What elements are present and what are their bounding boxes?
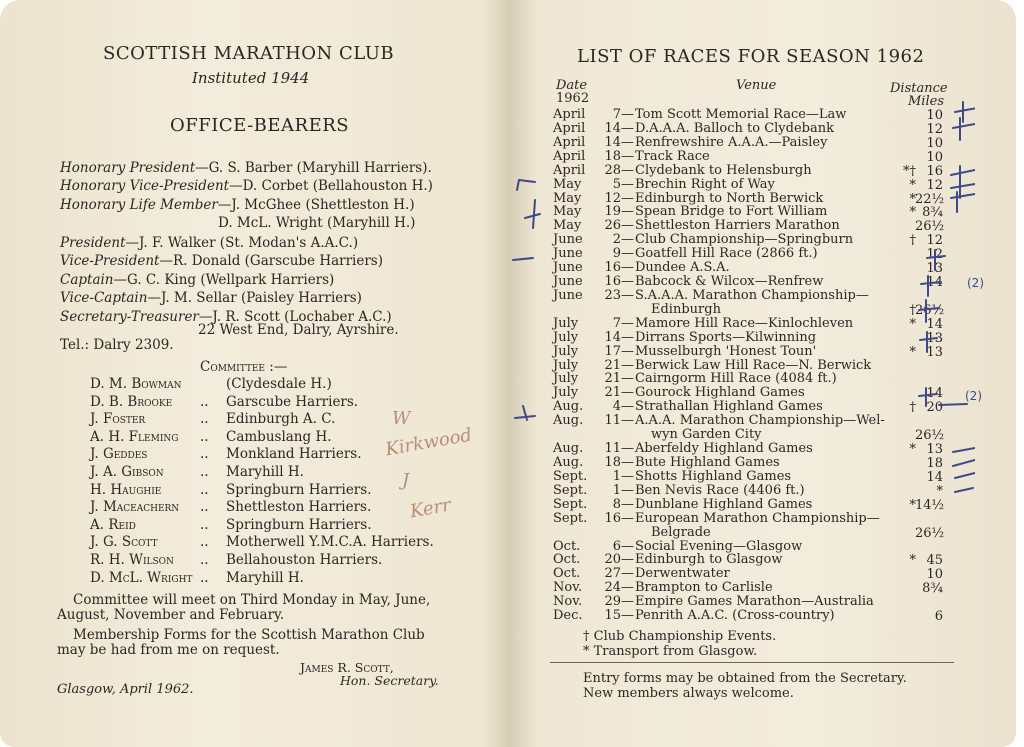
race-month: Aug. [553, 399, 584, 415]
race-month: Oct. [553, 566, 581, 582]
race-venue: Tom Scott Memorial Race—Law [635, 107, 847, 122]
race-dash: — [621, 566, 634, 582]
race-dash: — [621, 371, 634, 387]
race-mark: † [909, 233, 916, 249]
office-bearer-row [60, 197, 415, 213]
handwritten-note-j: J [402, 470, 410, 491]
role-dash: — [217, 197, 232, 213]
race-venue: Edinburgh [651, 301, 721, 317]
office-role: Secretary-Treasurer [60, 309, 199, 325]
race-month: Sept. [553, 496, 588, 512]
race-month: April [553, 120, 586, 136]
pencil-note-2-july: (2) [965, 389, 982, 403]
race-month: Sept. [553, 482, 588, 498]
office-role: Captain [60, 272, 114, 288]
committee-leader-dots: .. [200, 552, 209, 568]
race-mark: * [909, 553, 916, 569]
race-dash: — [621, 148, 634, 164]
committee-club: Garscube Harriers. [226, 393, 359, 410]
race-month: May [553, 218, 582, 234]
committee-club: Shettleston Harriers. [226, 499, 372, 516]
pencil-note-2-june: (2) [967, 276, 984, 290]
race-venue: Edinburgh to Glasgow [635, 552, 783, 568]
office-holder: G. S. Barber (Maryhill Harriers). [208, 160, 432, 176]
race-venue: Club Championship—Springburn [635, 232, 854, 248]
committee-leader-dots: .. [200, 569, 209, 586]
race-dash: — [621, 580, 634, 596]
race-month: Sept. [553, 468, 588, 484]
race-venue: Bute Highland Games [635, 455, 780, 470]
race-month: July [553, 315, 579, 331]
race-venue: Aberfeldy Highland Games [635, 441, 813, 457]
role-dash: — [147, 290, 161, 306]
race-venue: Empire Games Marathon—Australia [635, 594, 874, 610]
office-bearer-row [60, 178, 433, 194]
race-row [553, 567, 730, 581]
race-dash: — [621, 274, 634, 290]
committee-member: H. Haughie [90, 481, 162, 498]
race-day: 9 [612, 246, 621, 262]
office-holder: G. C. King (Wellpark Harriers) [127, 272, 335, 288]
race-day: 14 [604, 120, 621, 136]
race-month: June [553, 274, 583, 290]
race-distance: 6 [934, 609, 943, 625]
miles-column-header: Miles [908, 94, 944, 109]
race-day: 6 [612, 538, 621, 554]
venue-column-header: Venue [736, 78, 777, 93]
race-dash: — [621, 120, 634, 136]
race-month: Oct. [553, 538, 581, 554]
race-day: 20 [604, 552, 621, 568]
committee-club: Edinburgh A. C. [226, 411, 336, 428]
race-venue: Edinburgh to North Berwick [635, 190, 824, 206]
footnote-championship: † Club Championship Events. [583, 629, 777, 644]
committee-club: Maryhill H. [226, 569, 304, 586]
role-dash: — [159, 253, 173, 269]
place-and-date: Glasgow, April 1962. [57, 682, 194, 697]
race-month: June [553, 246, 583, 262]
race-mark: † [909, 400, 916, 416]
race-day: 1 [612, 482, 621, 498]
race-day: 27 [604, 566, 621, 582]
role-dash: — [198, 309, 213, 325]
race-row [553, 540, 802, 554]
race-venue: wyn Garden City [651, 427, 762, 443]
race-distance: 26½ [915, 219, 945, 235]
race-distance: 45 [926, 553, 943, 569]
race-day: 28 [604, 162, 621, 178]
races-heading: LIST OF RACES FOR SEASON 1962 [577, 46, 925, 67]
race-month: July [553, 329, 579, 345]
committee-leader-dots: .. [200, 481, 209, 498]
office-role: President [60, 235, 126, 251]
race-row [553, 581, 773, 595]
handwritten-note-w: W [392, 408, 411, 429]
committee-club: Springburn Harriers. [226, 516, 372, 533]
meeting-note-line1: Committee will meet on Third Monday in May, June, [73, 592, 431, 608]
office-bearer-row [218, 215, 415, 231]
race-venue: Social Evening—Glasgow [635, 538, 803, 554]
race-distance: * [936, 483, 943, 499]
race-venue: European Marathon Championship— [635, 510, 880, 526]
race-venue: Cairngorm Hill Race (4084 ft.) [635, 371, 837, 387]
race-dash: — [621, 218, 634, 234]
race-mark: * [909, 497, 916, 513]
race-month: Dec. [553, 608, 583, 624]
race-venue: Brampton to Carlisle [635, 580, 773, 596]
committee-member: R. H. Wilson [90, 552, 174, 568]
committee-club: Springburn Harriers. [226, 481, 372, 498]
footnote-transport: * Transport from Glasgow. [583, 644, 758, 659]
race-day: 24 [604, 580, 621, 596]
race-venue: Shettleston Harriers Marathon [635, 218, 840, 234]
race-distance: 10 [926, 135, 943, 151]
handwritten-note-kerr: Kerr [408, 494, 453, 523]
race-month: Aug. [553, 441, 584, 457]
role-dash: — [125, 235, 140, 251]
race-month: June [553, 260, 583, 276]
race-day: 11 [604, 441, 621, 457]
race-dash: — [621, 552, 634, 568]
race-distance: 26½ [915, 428, 945, 444]
committee-heading: Committee :— [200, 359, 288, 375]
race-distance: 10 [926, 567, 943, 583]
race-row [553, 553, 783, 567]
race-venue: Babcock & Wilcox—Renfrew [635, 274, 824, 290]
race-venue: Belgrade [651, 524, 711, 540]
race-day: 18 [604, 455, 621, 470]
race-dash: — [621, 287, 634, 303]
race-distance: 13 [926, 344, 943, 360]
race-dash: — [621, 260, 634, 276]
race-venue: D.A.A.A. Balloch to Clydebank [635, 120, 834, 136]
race-dash: — [621, 246, 634, 262]
committee-club: Bellahouston Harriers. [226, 552, 383, 568]
race-month: June [553, 287, 583, 303]
race-dash: — [621, 357, 634, 373]
race-dash: — [621, 608, 634, 624]
race-distance: 14 [926, 316, 943, 332]
race-distance: 8¾ [922, 205, 943, 221]
office-bearer-row [60, 290, 362, 306]
committee-leader-dots: .. [200, 534, 209, 551]
race-day: 8 [612, 496, 621, 512]
race-mark: * [909, 191, 916, 207]
race-day: 21 [604, 385, 621, 401]
race-day: 11 [604, 413, 621, 429]
office-holder: J. F. Walker (St. Modan's A.A.C.) [139, 235, 359, 251]
pencil-marks [505, 100, 975, 520]
race-month: June [553, 232, 583, 248]
race-distance: 14 [926, 386, 943, 402]
race-mark: * [909, 205, 916, 221]
race-row [553, 526, 711, 540]
race-dash: — [621, 468, 634, 484]
race-dash: — [621, 496, 634, 512]
committee-leader-dots: .. [200, 516, 209, 533]
new-members-note: New members always welcome. [583, 686, 794, 701]
race-distance: 8¾ [922, 581, 943, 597]
race-distance: 16 [926, 163, 943, 179]
race-month: July [553, 343, 579, 359]
race-distance: 12 [926, 121, 943, 137]
race-month: July [553, 357, 579, 373]
race-distance: 13 [926, 330, 943, 346]
race-distance: 14½ [915, 497, 945, 513]
race-dash: — [621, 162, 634, 178]
race-mark: † [909, 302, 916, 318]
race-mark: * [909, 177, 916, 193]
race-dash: — [621, 399, 634, 415]
meeting-note-line2: August, November and February. [57, 607, 285, 623]
race-venue: S.A.A.A. Marathon Championship— [635, 287, 869, 303]
race-dash: — [621, 441, 634, 457]
committee-leader-dots: .. [200, 393, 209, 410]
race-day: 2 [612, 232, 621, 248]
committee-member: D. McL. Wright [90, 569, 193, 586]
race-month: July [553, 385, 579, 401]
race-month: Aug. [553, 413, 584, 429]
committee-leader-dots: .. [200, 499, 209, 516]
race-dash: — [621, 232, 634, 248]
race-distance: 10 [926, 149, 943, 165]
committee-member: D. M. Bowman [90, 376, 182, 392]
race-dash: — [621, 329, 634, 345]
committee-member: A. Reid [90, 516, 136, 533]
race-month: Nov. [553, 594, 583, 610]
office-role: Honorary President [60, 160, 196, 176]
race-month: May [553, 204, 582, 220]
office-role: Vice-President [60, 253, 160, 269]
secretary-tel: Tel.: Dalry 2309. [60, 337, 174, 353]
race-month: Nov. [553, 580, 583, 596]
role-dash: — [229, 178, 243, 194]
committee-member: J. Foster [90, 411, 146, 428]
race-dash: — [621, 343, 634, 359]
race-distance: 26½ [915, 302, 945, 318]
footer-divider [550, 662, 954, 663]
race-dash: — [621, 315, 634, 331]
race-mark: * [909, 344, 916, 360]
race-day: 17 [604, 343, 621, 359]
race-mark: *† [903, 163, 916, 179]
race-month: April [553, 107, 586, 122]
race-month: April [553, 134, 586, 150]
race-day: 21 [604, 371, 621, 387]
race-month: Oct. [553, 552, 581, 568]
race-month: May [553, 176, 582, 192]
race-month: Aug. [553, 455, 584, 470]
race-month: April [553, 162, 586, 178]
race-venue: Renfrewshire A.A.A.—Paisley [635, 134, 828, 150]
office-holder: D. McL. Wright (Maryhill H.) [218, 215, 416, 231]
race-dash: — [621, 538, 634, 554]
office-bearers-heading: OFFICE-BEARERS [170, 115, 350, 136]
race-day: 14 [604, 329, 621, 345]
office-holder: J. McGhee (Shettleston H.) [231, 197, 415, 213]
signature-title: Hon. Secretary. [340, 673, 439, 688]
handwritten-note-kirkwood: Kirkwood [383, 424, 474, 461]
date-column-header: Date [556, 78, 588, 93]
race-row [553, 609, 835, 623]
year-column-header: 1962 [556, 91, 590, 106]
race-venue: Derwentwater [635, 566, 730, 582]
committee-club: Monkland Harriers. [226, 446, 362, 463]
race-dash: — [621, 176, 634, 192]
race-venue: Brechin Right of Way [635, 176, 775, 192]
race-day: 5 [612, 176, 621, 192]
race-day: 12 [604, 190, 621, 206]
race-dash: — [621, 413, 634, 429]
race-venue: Shotts Highland Games [635, 468, 792, 484]
race-row [553, 595, 874, 609]
committee-member: J. Maceachern [90, 499, 180, 516]
race-distance: 10 [926, 108, 943, 123]
office-role: Honorary Vice-President [60, 178, 230, 194]
race-dash: — [621, 204, 634, 220]
race-dash: — [621, 134, 634, 150]
race-venue: Dirrans Sports—Kilwinning [635, 329, 817, 345]
race-dash: — [621, 455, 634, 470]
club-name: SCOTTISH MARATHON CLUB [103, 43, 395, 64]
race-day: 19 [604, 204, 621, 220]
office-bearer-row [60, 272, 334, 288]
forms-note-line2: may be had from me on request. [57, 642, 280, 658]
race-mark: * [909, 442, 916, 458]
race-day: 18 [604, 148, 621, 164]
race-day: 26 [604, 218, 621, 234]
race-day: 21 [604, 357, 621, 373]
signature-name: James R. Scott, [300, 660, 394, 675]
race-distance: 12 [926, 177, 943, 193]
committee-club: Motherwell Y.M.C.A. Harriers. [226, 534, 434, 551]
race-distance: 12 [926, 233, 943, 249]
office-holder: R. Donald (Garscube Harriers) [172, 253, 384, 269]
race-venue: Strathallan Highland Games [635, 399, 823, 415]
committee-club: Cambuslang H. [226, 428, 332, 445]
race-venue: Track Race [635, 148, 710, 164]
race-day: 14 [604, 134, 621, 150]
race-venue: Goatfell Hill Race (2866 ft.) [635, 246, 818, 262]
office-holder: J. M. Sellar (Paisley Harriers) [160, 290, 362, 306]
race-venue: Spean Bridge to Fort William [635, 204, 828, 220]
race-month: July [553, 371, 579, 387]
role-dash: — [195, 160, 209, 176]
left-page [0, 0, 508, 747]
race-distance: 14 [926, 469, 943, 485]
committee-club: (Clydesdale H.) [226, 376, 332, 392]
committee-member: J. G. Scott [90, 534, 158, 551]
race-dash: — [621, 190, 634, 206]
office-role: Vice-Captain [60, 290, 148, 306]
committee-leader-dots: .. [200, 446, 209, 463]
race-day: 16 [604, 274, 621, 290]
race-day: 4 [612, 399, 621, 415]
race-mark: * [909, 316, 916, 332]
race-distance: 14 [926, 275, 943, 291]
race-distance: 13 [926, 442, 943, 458]
race-dash: — [621, 482, 634, 498]
forms-note-line1: Membership Forms for the Scottish Marathon Club [73, 627, 425, 643]
committee-leader-dots: .. [200, 428, 209, 445]
race-venue: A.A.A. Marathon Championship—Wel- [635, 413, 885, 429]
committee-member: A. H. Fleming [90, 428, 179, 445]
office-holder: J. R. Scott (Lochaber A.C.) [212, 309, 392, 325]
race-venue: Berwick Law Hill Race—N. Berwick [635, 357, 872, 373]
race-day: 15 [604, 608, 621, 624]
race-month: Sept. [553, 510, 588, 526]
committee-member: J. Geddes [90, 446, 148, 463]
race-month: May [553, 190, 582, 206]
committee-member: D. B. Brooke [90, 393, 173, 410]
race-venue: Gourock Highland Games [635, 385, 805, 401]
race-day: 1 [612, 468, 621, 484]
entry-forms-note: Entry forms may be obtained from the Secretary. [583, 671, 907, 686]
office-role: Honorary Life Member [60, 197, 218, 213]
race-dash: — [621, 385, 634, 401]
committee-club: Maryhill H. [226, 464, 304, 480]
race-day: 7 [612, 315, 621, 331]
office-bearer-row [60, 253, 383, 269]
race-venue: Dunblane Highland Games [635, 496, 813, 512]
office-bearer-row [60, 235, 358, 251]
race-distance: 26½ [915, 525, 945, 541]
race-venue: Musselburgh 'Honest Toun' [635, 343, 817, 359]
race-distance: 22½ [915, 191, 945, 207]
committee-leader-dots: .. [200, 464, 209, 480]
race-day: 7 [612, 107, 621, 122]
committee-member: J. A. Gibson [90, 464, 164, 480]
race-dash: — [621, 510, 634, 526]
race-day: 23 [604, 287, 621, 303]
race-venue: Ben Nevis Race (4406 ft.) [635, 482, 805, 498]
race-venue: Mamore Hill Race—Kinlochleven [635, 315, 854, 331]
race-venue: Dundee A.S.A. [635, 260, 730, 276]
race-day: 16 [604, 510, 621, 526]
committee-leader-dots: .. [200, 411, 209, 428]
race-dash: — [621, 107, 634, 122]
race-venue: Clydebank to Helensburgh [635, 162, 812, 178]
race-day: 16 [604, 260, 621, 276]
race-venue: Penrith A.A.C. (Cross-country) [635, 608, 835, 624]
race-day: 29 [604, 594, 621, 610]
secretary-address: 22 West End, Dalry, Ayrshire. [198, 322, 399, 338]
race-distance: 12 [926, 247, 943, 263]
role-dash: — [113, 272, 128, 288]
race-dash: — [621, 594, 634, 610]
race-distance: 20 [926, 400, 943, 416]
race-month: April [553, 148, 586, 164]
office-holder: D. Corbet (Bellahouston H.) [242, 178, 433, 194]
office-bearer-row [60, 160, 432, 176]
race-distance: 18 [926, 456, 943, 471]
instituted-line: Instituted 1944 [192, 69, 310, 87]
race-distance: 13 [926, 261, 943, 277]
distance-column-header: Distance [890, 81, 948, 96]
